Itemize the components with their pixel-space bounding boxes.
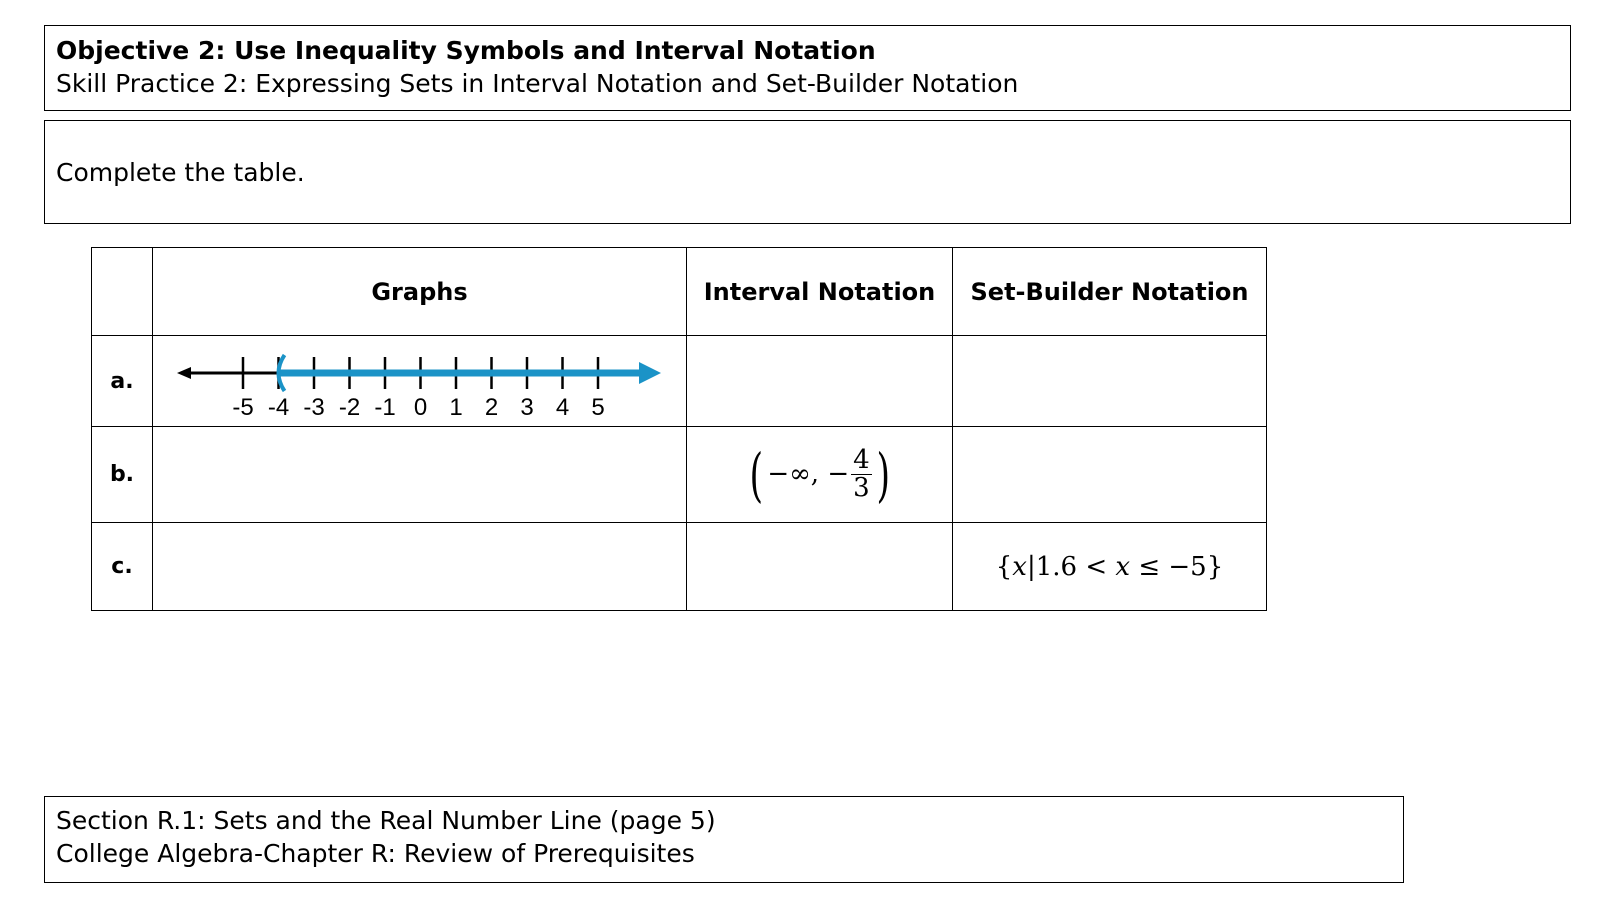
tick-label: -4 [267,394,290,421]
set-variable: x [1115,551,1131,582]
open-brace: { [995,551,1013,582]
practice-table [91,247,1267,611]
tick-label: -2 [338,394,361,421]
table-row [92,427,1267,523]
left-arrow-icon [177,367,191,379]
table-header-row [92,248,1267,336]
tick-label: 0 [413,394,428,421]
chapter-reference: College Algebra-Chapter R: Review of Prerequisites [56,839,695,868]
fraction-denominator: 3 [853,473,870,503]
graph-cell [153,336,687,427]
table-row [92,523,1267,611]
instruction-box [44,120,1571,224]
set-variable: x [1012,551,1027,582]
right-paren: ) [876,440,890,509]
tick-label: 4 [555,394,570,421]
fraction [851,444,872,503]
tick-label: 5 [591,394,605,421]
set-builder-cell [953,523,1267,611]
interval-answer-cell[interactable] [687,523,953,611]
header-graphs: Graphs [153,248,687,336]
tick-label: -1 [374,394,396,421]
row-label: c. [92,523,153,611]
section-reference: Section R.1: Sets and the Real Number Line (page 5) [56,806,716,835]
right-arrow-icon [639,362,661,384]
header-interval-notation: Interval Notation [687,248,953,336]
objective-header [44,25,1571,111]
footer-box [44,796,1404,883]
close-brace: } [1206,551,1224,582]
set-condition-mid: |1.6 < [1026,551,1116,582]
interval-prefix: −∞, − [767,458,850,489]
tick-label: 2 [484,394,499,421]
graph-answer-cell[interactable] [153,427,687,523]
row-label: b. [92,427,153,523]
tick-label: 1 [449,394,463,421]
instruction-text: Complete the table. [56,157,305,187]
table-row [92,336,1267,427]
graph-answer-cell[interactable] [153,523,687,611]
interval-answer-cell[interactable] [687,336,953,427]
header-empty-cell [92,248,153,336]
objective-title: Objective 2: Use Inequality Symbols and Interval Notation [56,36,876,65]
set-builder-answer-cell[interactable] [953,336,1267,427]
tick-label: -3 [303,394,325,421]
interval-notation-cell [687,427,953,523]
set-condition-end: ≤ −5 [1130,551,1207,582]
row-label: a. [92,336,153,427]
fraction-numerator: 4 [853,444,870,475]
header-set-builder-notation: Set-Builder Notation [953,248,1267,336]
skill-practice-title: Skill Practice 2: Expressing Sets in Interval Notation and Set-Builder Notation [56,69,1019,98]
tick-label: -5 [232,394,254,421]
tick-label: 3 [520,394,534,421]
left-paren: ( [749,440,763,509]
number-line-graph [153,336,686,422]
set-builder-answer-cell[interactable] [953,427,1267,523]
